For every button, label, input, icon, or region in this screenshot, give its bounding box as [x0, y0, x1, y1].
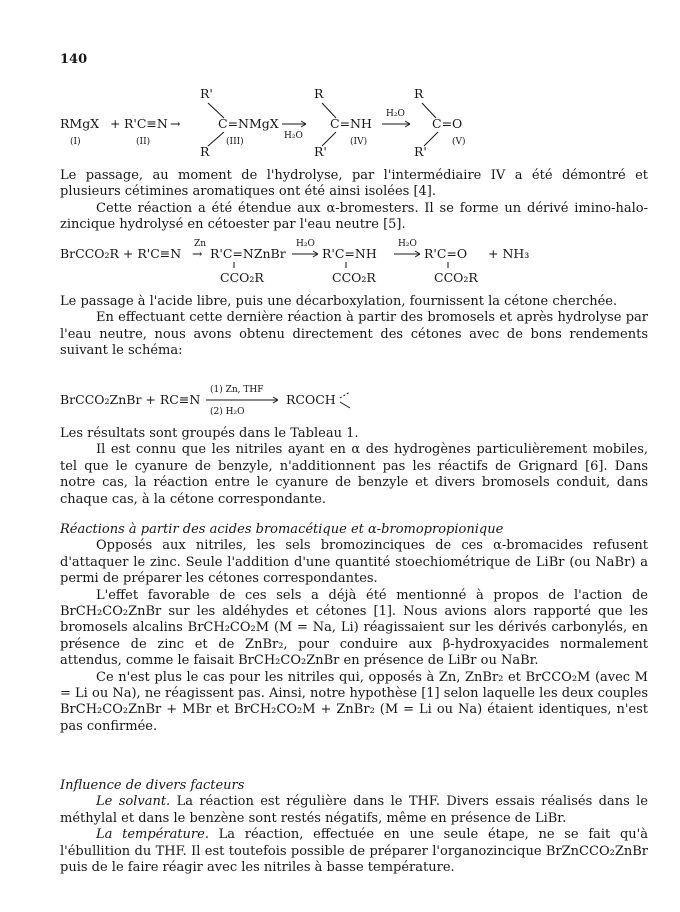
- scheme1-nitrile: R'C≡N: [124, 116, 168, 131]
- scheme3-above: (1) Zn, THF: [210, 385, 264, 395]
- paragraph: [60, 794, 648, 827]
- scheme1-r-prime-bottom4: R': [314, 144, 327, 159]
- scheme1-c-nh: C=NH: [330, 116, 372, 131]
- label-iv: (IV): [350, 137, 368, 147]
- label-v: (V): [452, 137, 466, 147]
- section-heading: Influence de divers facteurs: [60, 778, 245, 793]
- reaction-scheme-reformatsky: [60, 234, 648, 290]
- scheme2-cco2r-b: CCO₂R: [332, 270, 376, 285]
- scheme1-arrow: →: [170, 116, 181, 131]
- scheme2-cco2r-c: CCO₂R: [434, 270, 478, 285]
- scheme1-plus: +: [110, 116, 121, 131]
- section-facteurs: [60, 778, 648, 876]
- scheme3-start: BrCCO₂ZnBr + RC≡N: [60, 392, 201, 407]
- bond-line: [340, 392, 350, 398]
- scheme2-arrow: →: [192, 246, 203, 261]
- scheme2-start: BrCCO₂R + R'C≡N: [60, 246, 182, 261]
- scheme2-imine-nh: R'C=NH: [322, 246, 377, 261]
- scheme1-r-top4: R: [314, 86, 324, 101]
- scheme3-product: RCOCH: [286, 392, 336, 407]
- paragraph: [60, 827, 648, 876]
- paragraph-text: La réaction, effectuée en une seule étape, ne se fait qu'à l'ébullition du THF. Il est toutefois possible de préparer l'organozincique BrZnCCO₂ZnBr puis de le faire réagir avec les nitriles à basse température.: [60, 827, 648, 876]
- scheme2-zn: Zn: [194, 239, 207, 249]
- scheme1-r-top5: R: [414, 86, 424, 101]
- text-block-2: [60, 294, 648, 360]
- paragraph: Ce n'est plus le cas pour les nitriles qui, opposés à Zn, ZnBr₂ et BrCCO₂M (avec M = Li ou Na), ne réagissent pas. Ainsi, notre hypothèse [1] selon laquelle les deux couples BrCH₂CO₂ZnBr + MBr et BrCH₂CO₂M + ZnBr₂ (M = Li ou Na) étaient identiques, n'est pas confirmée.: [60, 669, 648, 734]
- scheme2-h2o-a: H₂O: [296, 239, 315, 249]
- paragraph: Les résultats sont groupés dans le Tableau 1.: [60, 426, 359, 441]
- paragraph: Opposés aux nitriles, les sels bromozinciques de ces α-bromacides refusent d'attaquer le zinc. Seule l'addition d'une quantité stoechiométrique de LiBr (ou NaBr) a permi de préparer les cétones correspondantes.: [60, 538, 648, 587]
- text-block-1: [60, 168, 648, 234]
- section-heading: Réactions à partir des acides bromacétique et α-bromopropionique: [60, 522, 504, 537]
- scheme1-r-prime-bottom5: R': [414, 144, 427, 159]
- scheme1-r-bottom: R: [200, 144, 210, 159]
- paragraph: Le passage, au moment de l'hydrolyse, par l'intermédiaire IV a été démontré et plusieurs cétimines aromatiques ont été ainsi isolées [4].: [60, 168, 648, 200]
- scheme2-h2o-b: H₂O: [398, 239, 417, 249]
- paragraph: Le passage à l'acide libre, puis une décarboxylation, fournissent la cétone cherchée.: [60, 294, 618, 309]
- scheme1-h2o-under: H₂O: [284, 131, 303, 141]
- paragraph-lead: Le solvant.: [96, 794, 171, 810]
- paragraph: En effectuant cette dernière réaction à partir des bromosels et après hydrolyse par l'eau neutre, nous avons obtenu directement des cétones avec de bons rendements suivant le schéma:: [60, 310, 648, 359]
- label-i: (I): [70, 137, 81, 147]
- section-bromacides: [60, 522, 648, 735]
- scheme1-r-prime-top: R': [200, 86, 213, 101]
- scheme2-nh3: + NH₃: [488, 246, 530, 261]
- paragraph: Il est connu que les nitriles ayant en α des hydrogènes particulièrement mobiles, tel que le cyanure de benzyle, n'additionnent pas les réactifs de Grignard [6]. Dans notre cas, la réaction entre le cyanure de benzyle et divers bromosels conduit, dans chaque cas, à la cétone correspondante.: [60, 442, 648, 507]
- label-iii: (III): [226, 137, 244, 147]
- paragraph: L'effet favorable de ces sels a déjà été mentionné à propos de l'action de BrCH₂CO₂ZnBr sur les aldéhydes et cétones [1]. Nous avions alors rapporté que les bromosels alcalins BrCH₂CO₂M (M = Na, Li) réagissaient sur les dérivés carbonylés, en présence de zinc et de ZnBr₂, pour conduire aux β-hydroxyacides normalement attendus, comme le faisait BrCH₂CO₂ZnBr en présence de LiBr ou NaBr.: [60, 587, 648, 669]
- text-block-3: [60, 426, 648, 508]
- scheme2-ketone: R'C=O: [424, 246, 468, 261]
- page-number: 140: [60, 52, 88, 67]
- paragraph-lead: La température.: [96, 827, 209, 843]
- scheme1-c-o: C=O: [432, 116, 463, 131]
- paragraph-text: La réaction est régulière dans le THF. Divers essais réalisés dans le méthylal et dans le benzène sont restés négatifs, même en présence de LiBr.: [60, 794, 648, 826]
- bond-line: [340, 402, 350, 408]
- scheme3-below: (2) H₂O: [210, 407, 245, 417]
- reaction-scheme-ketone: [60, 378, 648, 422]
- paragraph: Cette réaction a été étendue aux α-bromesters. Il se forme un dérivé imino-halo-zincique hydrolysé en cétoester par l'eau neutre [5].: [60, 200, 648, 233]
- scheme2-cco2r-a: CCO₂R: [220, 270, 264, 285]
- scheme1-h2o-over: H₂O: [386, 109, 405, 119]
- bond-line: [208, 132, 224, 146]
- scheme1-rmgx: RMgX: [60, 116, 100, 131]
- reaction-scheme-grignard: [60, 76, 648, 162]
- scheme2-imine-zn: R'C=NZnBr: [210, 246, 286, 261]
- scheme1-c-nmgx: C=NMgX: [218, 116, 279, 131]
- label-ii: (II): [136, 137, 151, 147]
